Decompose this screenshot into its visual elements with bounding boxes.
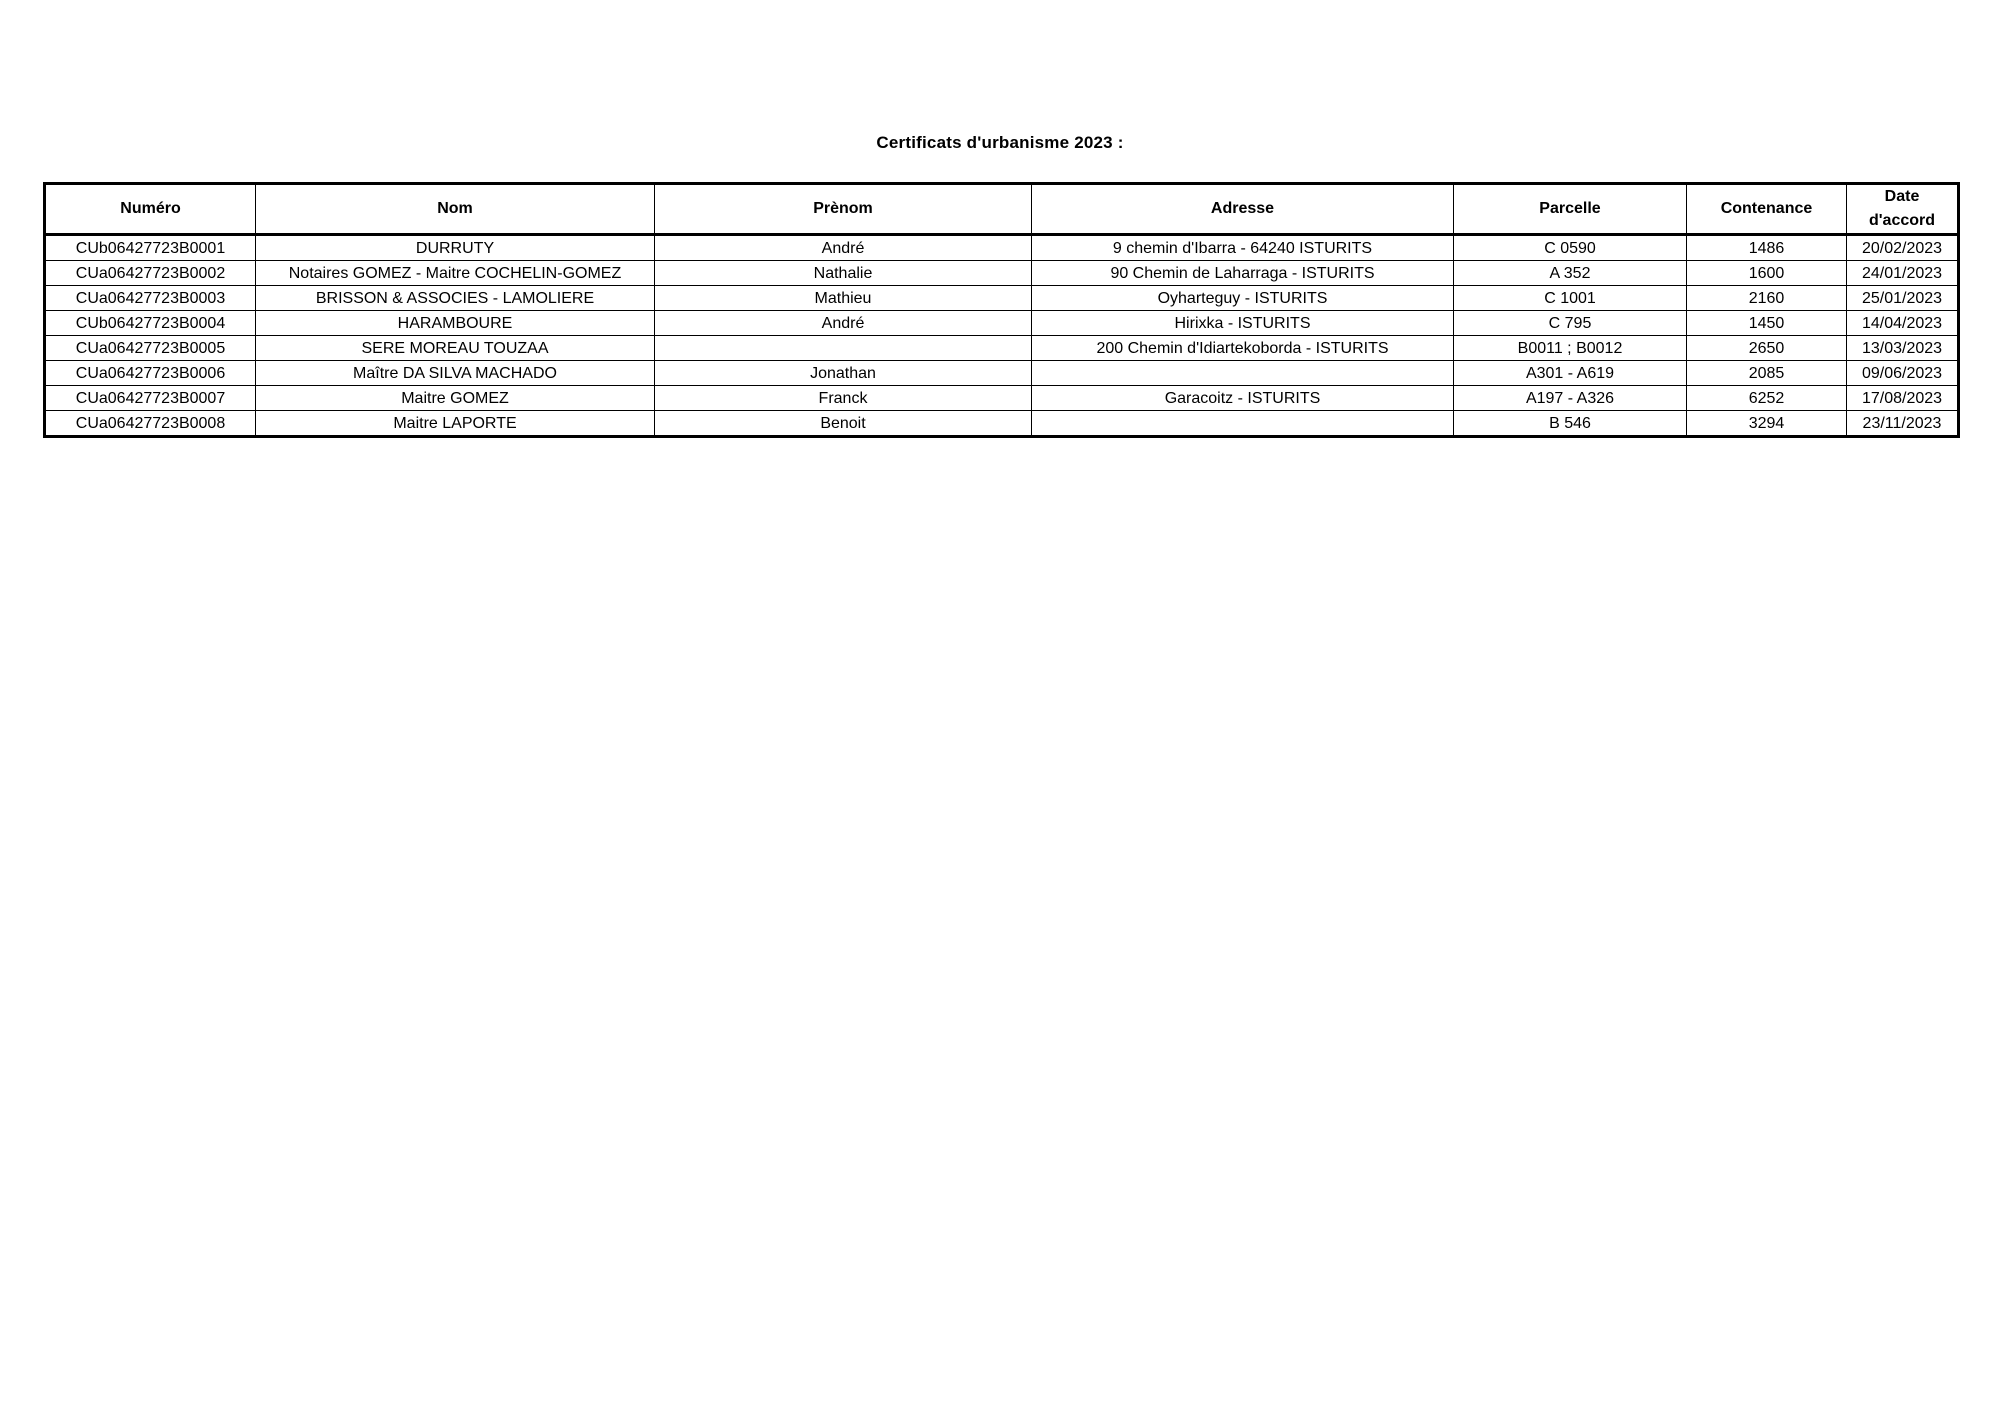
certificates-table [43, 182, 1960, 438]
cell-adresse: 200 Chemin d'Idiartekoborda - ISTURITS [1032, 336, 1454, 361]
table-row [45, 286, 1959, 311]
cell-numero: CUa06427723B0002 [45, 261, 256, 286]
cell-date: 13/03/2023 [1847, 336, 1959, 361]
table-row [45, 235, 1959, 261]
cell-prenom: Jonathan [655, 361, 1032, 386]
header-prenom: Prènom [655, 184, 1032, 235]
cell-adresse: 9 chemin d'Ibarra - 64240 ISTURITS [1032, 235, 1454, 261]
cell-numero: CUa06427723B0008 [45, 411, 256, 437]
cell-parcelle: C 795 [1454, 311, 1687, 336]
header-numero: Numéro [45, 184, 256, 235]
cell-nom: HARAMBOURE [256, 311, 655, 336]
cell-contenance: 1486 [1687, 235, 1847, 261]
table-row [45, 411, 1959, 437]
cell-adresse: Oyharteguy - ISTURITS [1032, 286, 1454, 311]
header-date-line1: Date [1884, 188, 1920, 205]
cell-parcelle: C 0590 [1454, 235, 1687, 261]
cell-prenom: André [655, 311, 1032, 336]
table-header-row [45, 184, 1959, 235]
cell-prenom: Franck [655, 386, 1032, 411]
cell-prenom: Benoit [655, 411, 1032, 437]
cell-nom: DURRUTY [256, 235, 655, 261]
cell-numero: CUa06427723B0005 [45, 336, 256, 361]
cell-adresse [1032, 361, 1454, 386]
cell-parcelle: C 1001 [1454, 286, 1687, 311]
cell-nom: Notaires GOMEZ - Maitre COCHELIN-GOMEZ [256, 261, 655, 286]
cell-nom: BRISSON & ASSOCIES - LAMOLIERE [256, 286, 655, 311]
cell-parcelle: B 546 [1454, 411, 1687, 437]
cell-contenance: 1600 [1687, 261, 1847, 286]
cell-numero: CUa06427723B0006 [45, 361, 256, 386]
cell-adresse: Hirixka - ISTURITS [1032, 311, 1454, 336]
cell-date: 24/01/2023 [1847, 261, 1959, 286]
cell-contenance: 1450 [1687, 311, 1847, 336]
cell-nom: Maitre GOMEZ [256, 386, 655, 411]
cell-contenance: 2650 [1687, 336, 1847, 361]
cell-numero: CUb06427723B0001 [45, 235, 256, 261]
cell-adresse: 90 Chemin de Laharraga - ISTURITS [1032, 261, 1454, 286]
cell-prenom [655, 336, 1032, 361]
cell-nom: Maître DA SILVA MACHADO [256, 361, 655, 386]
cell-date: 14/04/2023 [1847, 311, 1959, 336]
cell-nom: Maitre LAPORTE [256, 411, 655, 437]
header-adresse: Adresse [1032, 184, 1454, 235]
cell-date: 25/01/2023 [1847, 286, 1959, 311]
cell-contenance: 3294 [1687, 411, 1847, 437]
cell-contenance: 6252 [1687, 386, 1847, 411]
table-row [45, 261, 1959, 286]
table-row [45, 386, 1959, 411]
header-parcelle: Parcelle [1454, 184, 1687, 235]
cell-prenom: Nathalie [655, 261, 1032, 286]
cell-contenance: 2160 [1687, 286, 1847, 311]
table-row [45, 361, 1959, 386]
cell-prenom: André [655, 235, 1032, 261]
cell-adresse [1032, 411, 1454, 437]
cell-date: 20/02/2023 [1847, 235, 1959, 261]
header-date-line2: d'accord [1868, 212, 1936, 229]
cell-numero: CUa06427723B0003 [45, 286, 256, 311]
document-title: Certificats d'urbanisme 2023 : [876, 133, 1124, 152]
cell-date: 23/11/2023 [1847, 411, 1959, 437]
cell-date: 17/08/2023 [1847, 386, 1959, 411]
cell-date: 09/06/2023 [1847, 361, 1959, 386]
header-date-accord [1847, 184, 1959, 235]
cell-prenom: Mathieu [655, 286, 1032, 311]
cell-adresse: Garacoitz - ISTURITS [1032, 386, 1454, 411]
cell-nom: SERE MOREAU TOUZAA [256, 336, 655, 361]
cell-contenance: 2085 [1687, 361, 1847, 386]
cell-parcelle: A 352 [1454, 261, 1687, 286]
table-row [45, 336, 1959, 361]
cell-numero: CUa06427723B0007 [45, 386, 256, 411]
cell-parcelle: A197 - A326 [1454, 386, 1687, 411]
header-contenance: Contenance [1687, 184, 1847, 235]
header-nom: Nom [256, 184, 655, 235]
cell-parcelle: B0011 ; B0012 [1454, 336, 1687, 361]
table-row [45, 311, 1959, 336]
cell-numero: CUb06427723B0004 [45, 311, 256, 336]
cell-parcelle: A301 - A619 [1454, 361, 1687, 386]
